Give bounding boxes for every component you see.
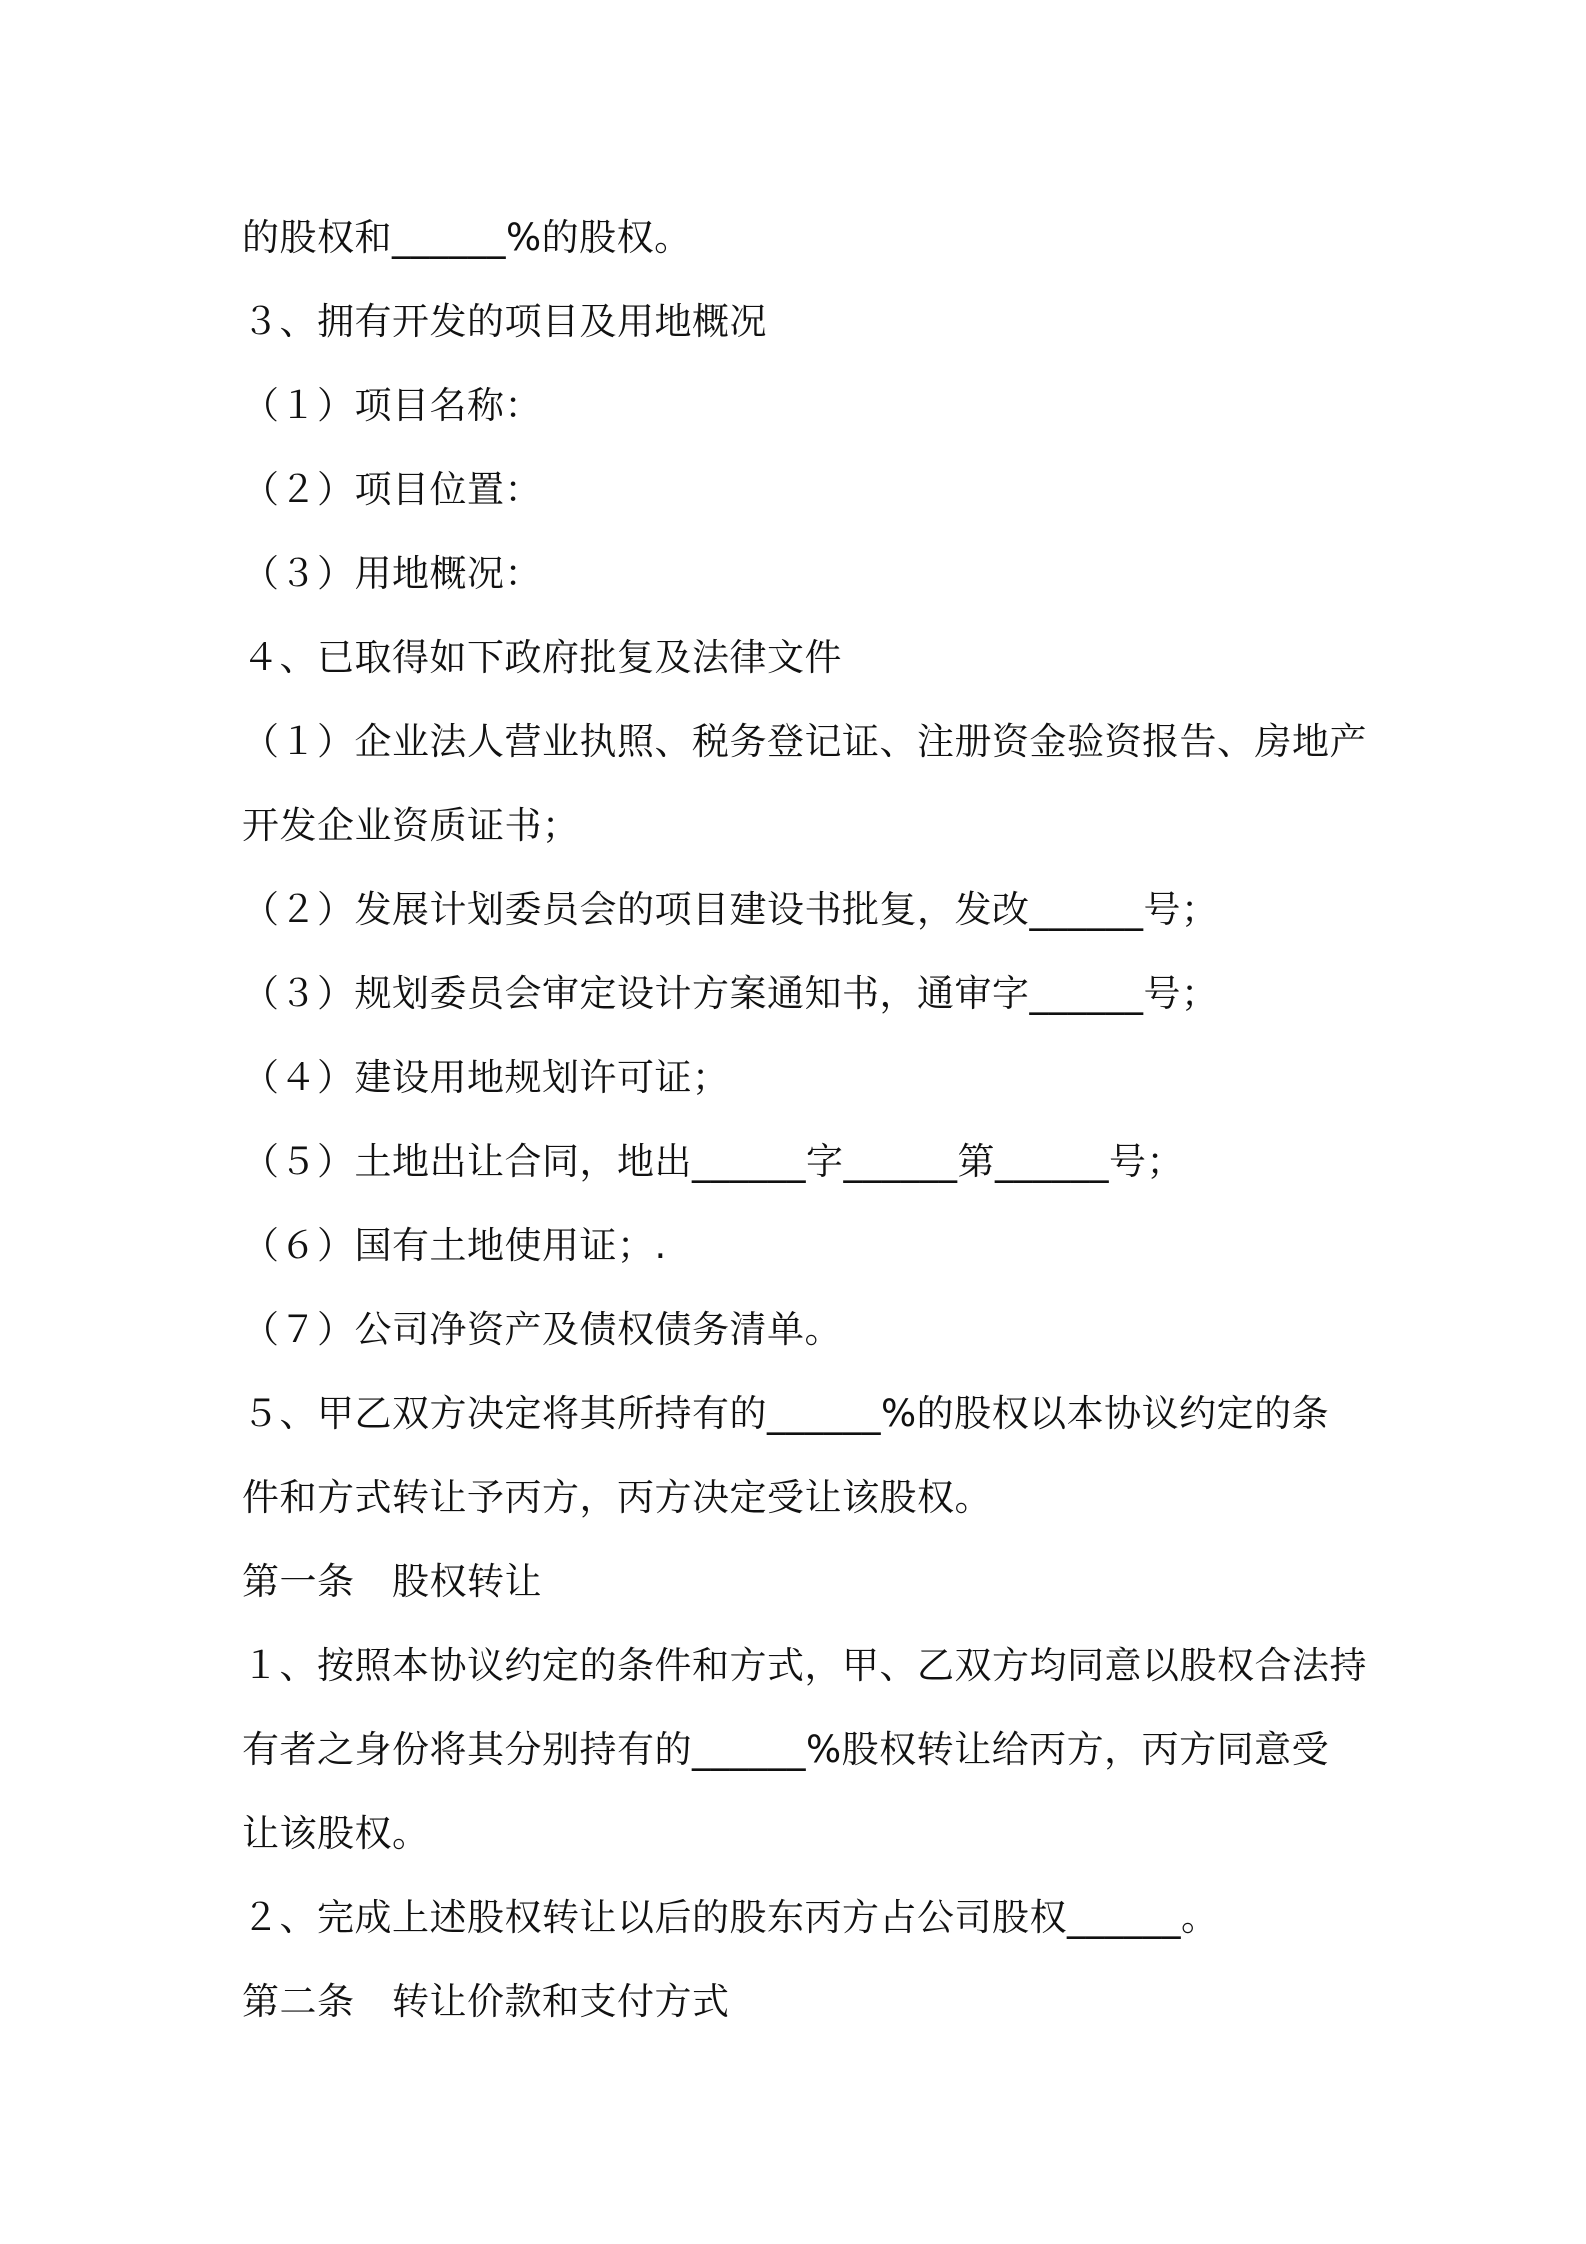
text-line: （４）建设用地规划许可证； xyxy=(242,1056,730,1099)
text-line: 开发企业资质证书； xyxy=(242,804,580,847)
text-line: （２）项目位置： xyxy=(242,468,542,511)
section-heading: ４、已取得如下政府批复及法律文件 xyxy=(242,636,842,679)
text-line: 有者之身份将其分别持有的______%股权转让给丙方，丙方同意受 xyxy=(242,1728,1330,1771)
text-line: （２）发展计划委员会的项目建设书批复，发改______号； xyxy=(242,888,1219,931)
article-heading: 第二条 转让价款和支付方式 xyxy=(242,1980,730,2023)
text-line: ２、完成上述股权转让以后的股东丙方占公司股权______。 xyxy=(242,1896,1219,1939)
text-line: 的股权和______%的股权。 xyxy=(242,216,692,259)
text-line: （１）项目名称： xyxy=(242,384,542,427)
text-line: （７）公司净资产及债权债务清单。 xyxy=(242,1308,842,1351)
text-line: ５、甲乙双方决定将其所持有的______%的股权以本协议约定的条 xyxy=(242,1392,1330,1435)
text-line: （１）企业法人营业执照、税务登记证、注册资金验资报告、房地产 xyxy=(242,720,1367,763)
text-line: １、按照本协议约定的条件和方式，甲、乙双方均同意以股权合法持 xyxy=(242,1644,1367,1687)
text-line: （３）用地概况： xyxy=(242,552,542,595)
text-line: （６）国有土地使用证；. xyxy=(242,1224,667,1267)
text-line: （３）规划委员会审定设计方案通知书，通审字______号； xyxy=(242,972,1219,1015)
document-body xyxy=(242,196,1367,2044)
text-line: 让该股权。 xyxy=(242,1812,430,1855)
text-line: （５）土地出让合同，地出______字______第______号； xyxy=(242,1140,1184,1183)
section-heading: ３、拥有开发的项目及用地概况 xyxy=(242,300,767,343)
article-heading: 第一条 股权转让 xyxy=(242,1560,542,1603)
text-line: 件和方式转让予丙方，丙方决定受让该股权。 xyxy=(242,1476,992,1519)
